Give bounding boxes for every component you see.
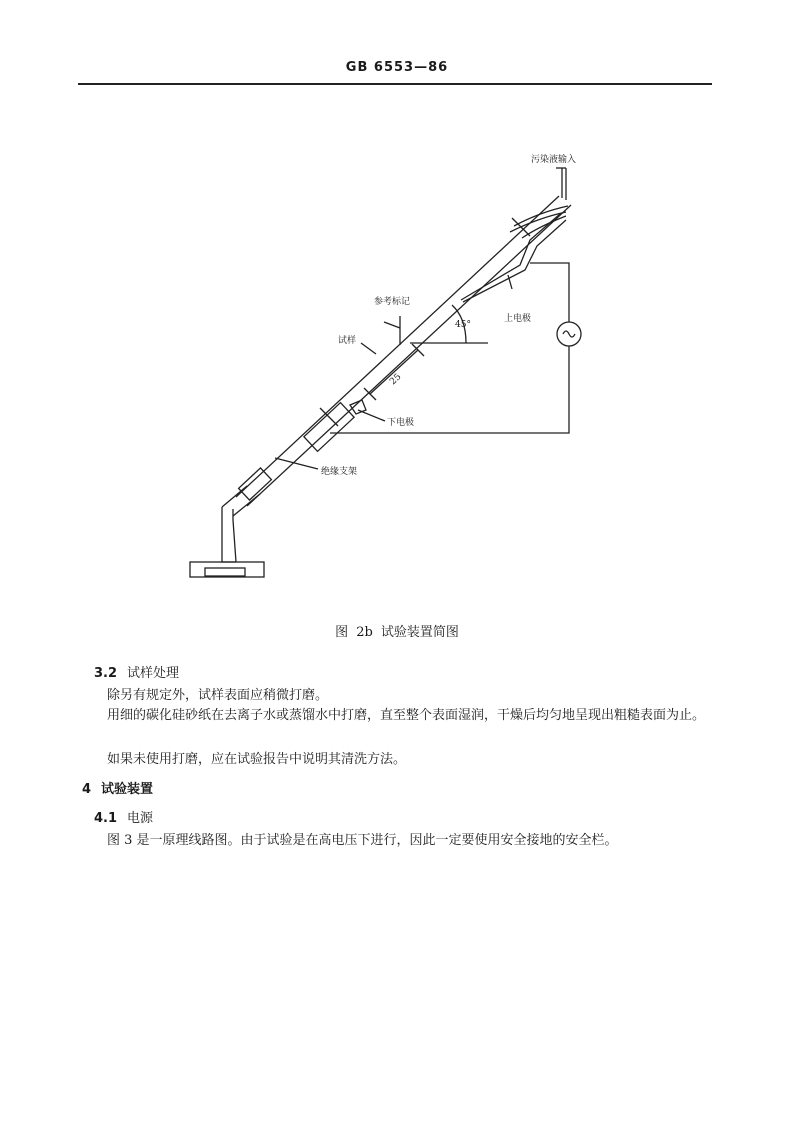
- label-insulating-support: 绝缘支架: [321, 467, 358, 477]
- insulating-clamp: [239, 468, 272, 500]
- label-reference-mark: 参考标记: [374, 297, 411, 307]
- paragraph: 除另有规定外，试样表面应稍微打磨。: [107, 688, 329, 703]
- specimen-edge-upper: [236, 196, 559, 497]
- label-specimen: 试样: [338, 336, 357, 346]
- figure-caption: 图 2b 试验装置简图: [335, 625, 459, 640]
- support-base-foot: [205, 568, 245, 576]
- section-3-2-heading: [94, 662, 179, 681]
- label-distance: 25: [388, 372, 404, 388]
- circuit-wire: [530, 263, 569, 322]
- standard-code: GB 6553—86: [345, 60, 449, 75]
- section-4-heading: [82, 778, 153, 797]
- label-angle: 45°: [455, 320, 471, 330]
- paragraph: 如果未使用打磨，应在试验报告中说明其清洗方法。: [107, 752, 407, 767]
- section-number: 4: [82, 782, 92, 797]
- paragraph: 用细的碳化硅砂纸在去离子水或蒸馏水中打磨，直至整个表面湿润，干燥后均匀地呈现出粗糙表面为止。: [107, 708, 706, 723]
- section-title: 电源: [127, 811, 154, 826]
- label-upper-electrode: 上电极: [504, 314, 532, 324]
- section-number: 3.2: [94, 666, 118, 681]
- label-pollutant-input: 污染液输入: [531, 155, 577, 165]
- specimen-edge-lower: [247, 205, 571, 506]
- support-stem-right: [233, 509, 236, 562]
- support-base: [190, 562, 264, 577]
- section-title: 试验装置: [101, 782, 154, 797]
- section-number: 4.1: [94, 811, 118, 826]
- section-title: 试样处理: [127, 666, 180, 681]
- section-4-1-heading: [94, 807, 153, 826]
- label-lower-electrode: 下电极: [387, 418, 415, 428]
- paragraph: 图 3 是一原理线路图。由于试验是在高电压下进行，因此一定要使用安全接地的安全栏。: [107, 833, 618, 848]
